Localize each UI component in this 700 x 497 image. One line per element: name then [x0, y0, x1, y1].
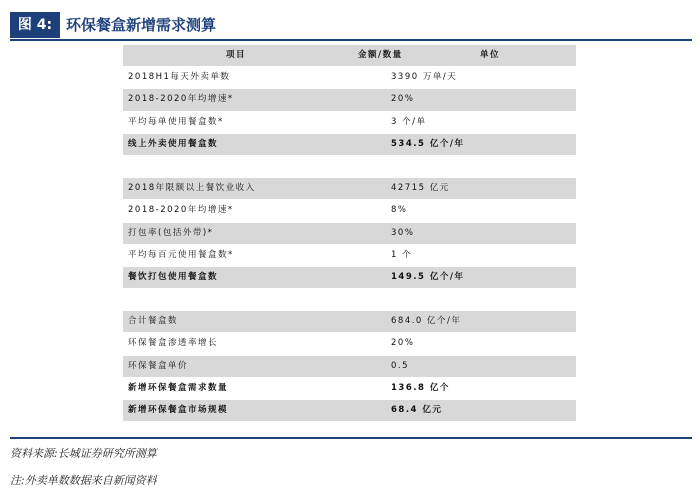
row-label: 环保餐盒渗透率增长 [128, 338, 219, 349]
figure-title: 环保餐盒新增需求测算 [66, 16, 217, 34]
table-row [123, 245, 576, 267]
table-row [123, 178, 576, 200]
figure-title-bar [10, 12, 692, 39]
title-divider [10, 39, 692, 41]
figure-badge: 图 4: [10, 12, 60, 38]
row-value: 136.8 亿个 [391, 382, 450, 393]
table-row [123, 267, 576, 289]
row-label: 线上外卖使用餐盒数 [128, 138, 219, 149]
row-value: 534.5 亿个/年 [391, 138, 465, 149]
bottom-divider [10, 437, 692, 439]
row-value: 8% [391, 205, 408, 216]
row-value: 20% [391, 338, 415, 349]
header-unit: 单位 [480, 50, 501, 60]
table-row [123, 289, 576, 311]
header-item: 项目 [226, 50, 247, 60]
table-row [123, 89, 576, 111]
row-value: 3 个/单 [391, 116, 427, 127]
row-label: 打包率(包括外带)* [128, 227, 214, 238]
row-value: 1 个 [391, 249, 413, 260]
table-row [123, 311, 576, 333]
row-label: 新增环保餐盒需求数量 [128, 382, 229, 393]
row-label: 2018H1每天外卖单数 [128, 72, 231, 83]
table-row [123, 112, 576, 134]
table-row [123, 67, 576, 89]
row-value: 30% [391, 227, 415, 238]
row-value: 42715 亿元 [391, 183, 450, 194]
table-row [123, 333, 576, 355]
row-label: 平均每单使用餐盒数* [128, 116, 224, 127]
row-label: 2018年限额以上餐饮业收入 [128, 183, 256, 194]
row-label: 环保餐盒单价 [128, 360, 189, 371]
demand-estimate-table [123, 45, 576, 422]
table-row [123, 134, 576, 156]
header-amount: 金额/数量 [358, 50, 403, 60]
row-value: 0.5 [391, 360, 410, 371]
table-row [123, 400, 576, 422]
row-label: 2018-2020年均增速* [128, 94, 234, 105]
row-label: 2018-2020年均增速* [128, 205, 234, 216]
row-label: 新增环保餐盒市场规模 [128, 405, 229, 415]
table-row [123, 156, 576, 178]
row-value: 20% [391, 94, 415, 105]
row-value: 684.0 亿个/年 [391, 316, 462, 327]
footnote: 注:外卖单数数据来自新闻资料 [10, 474, 157, 487]
table-row [123, 356, 576, 378]
table-header-row [123, 45, 576, 67]
row-label: 餐饮打包使用餐盒数 [128, 271, 219, 282]
row-value: 68.4 亿元 [391, 405, 443, 415]
table-row [123, 378, 576, 400]
table-row [123, 200, 576, 222]
table-row [123, 223, 576, 245]
row-value: 3390 万单/天 [391, 72, 458, 83]
source-note: 资料来源:长城证券研究所测算 [10, 447, 157, 460]
row-label: 平均每百元使用餐盒数* [128, 249, 234, 260]
row-value: 149.5 亿个/年 [391, 271, 465, 282]
row-label: 合计餐盒数 [128, 316, 179, 327]
